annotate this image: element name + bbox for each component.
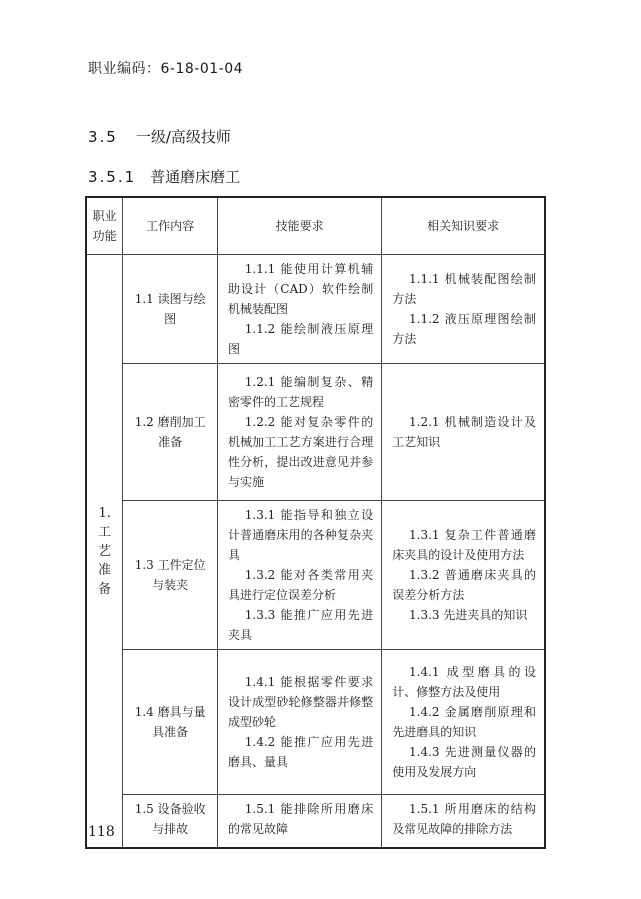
header-work: 工作内容 bbox=[123, 197, 218, 255]
skill-item: 1.2.1 能编制复杂、精密零件的工艺规程 bbox=[227, 375, 374, 409]
header-skill: 技能要求 bbox=[217, 197, 381, 255]
knowledge-cell bbox=[382, 650, 545, 795]
section-heading bbox=[88, 126, 231, 147]
skill-cell bbox=[217, 364, 381, 501]
knowledge-item: 1.1.1 机械装配图绘制方法 bbox=[392, 272, 536, 306]
table-row bbox=[86, 255, 545, 364]
function-label: 1.工艺准备 bbox=[98, 505, 112, 597]
work-cell: 1.4 磨具与量具准备 bbox=[123, 650, 218, 795]
skill-cell bbox=[217, 650, 381, 795]
header-knowledge: 相关知识要求 bbox=[382, 197, 545, 255]
subsection-title: 普通磨床磨工 bbox=[150, 168, 241, 186]
work-cell: 1.2 磨削加工准备 bbox=[123, 364, 218, 501]
table-row bbox=[86, 650, 545, 795]
subsection-heading bbox=[88, 166, 240, 187]
skill-item: 1.2.2 能对复杂零件的机械加工工艺方案进行合理性分析，提出改进意见并参与实施 bbox=[227, 415, 374, 489]
skill-cell bbox=[217, 795, 381, 849]
skill-item: 1.4.1 能根据零件要求设计成型砂轮修整器并修整成型砂轮 bbox=[227, 675, 374, 729]
knowledge-item: 1.4.3 先进测量仪器的使用及发展方向 bbox=[392, 745, 536, 779]
work-cell: 1.3 工件定位与装夹 bbox=[123, 501, 218, 650]
knowledge-item: 1.1.2 液压原理图绘制方法 bbox=[392, 312, 536, 346]
skill-item: 1.3.3 能推广应用先进夹具 bbox=[227, 608, 374, 642]
skill-item: 1.4.2 能推广应用先进磨具、量具 bbox=[227, 735, 374, 769]
knowledge-item: 1.3.3 先进夹具的知识 bbox=[409, 608, 528, 622]
knowledge-item: 1.2.1 机械制造设计及工艺知识 bbox=[392, 415, 536, 449]
skill-cell bbox=[217, 255, 381, 364]
skill-item: 1.3.1 能指导和独立设计普通磨床用的各种复杂夹具 bbox=[227, 508, 374, 562]
section-title: 一级/高级技师 bbox=[135, 128, 231, 146]
knowledge-item: 1.3.1 复杂工件普通磨床夹具的设计及使用方法 bbox=[392, 528, 536, 562]
knowledge-item: 1.4.1 成型磨具的设计、修整方法及使用 bbox=[392, 665, 536, 699]
skill-item: 1.1.2 能绘制液压原理图 bbox=[227, 322, 374, 356]
table-row bbox=[86, 501, 545, 650]
section-number: 3.5 bbox=[88, 128, 118, 146]
knowledge-cell bbox=[382, 364, 545, 501]
table-header-row bbox=[86, 197, 545, 255]
function-cell bbox=[86, 255, 123, 849]
knowledge-cell bbox=[382, 255, 545, 364]
work-cell: 1.1 读图与绘图 bbox=[123, 255, 218, 364]
occupation-code: 职业编码：6-18-01-04 bbox=[88, 61, 244, 77]
skill-item: 1.1.1 能使用计算机辅助设计（CAD）软件绘制机械装配图 bbox=[227, 262, 374, 316]
header-function: 职业功能 bbox=[86, 197, 123, 255]
knowledge-item: 1.4.2 金属磨削原理和先进磨具的知识 bbox=[392, 705, 536, 739]
knowledge-item: 1.5.1 所用磨床的结构及常见故障的排除方法 bbox=[392, 802, 536, 836]
knowledge-cell bbox=[382, 795, 545, 849]
knowledge-item: 1.3.2 普通磨床夹具的误差分析方法 bbox=[392, 568, 536, 602]
work-cell: 1.5 设备验收与排故 bbox=[123, 795, 218, 849]
knowledge-cell bbox=[382, 501, 545, 650]
skill-standard-table bbox=[85, 196, 546, 849]
page-number: 118 bbox=[88, 824, 115, 840]
table-row bbox=[86, 795, 545, 849]
subsection-number: 3.5.1 bbox=[88, 168, 137, 186]
skill-item: 1.5.1 能排除所用磨床的常见故障 bbox=[227, 802, 374, 836]
table-row bbox=[86, 364, 545, 501]
skill-item: 1.3.2 能对各类常用夹具进行定位误差分析 bbox=[227, 568, 374, 602]
skill-cell bbox=[217, 501, 381, 650]
